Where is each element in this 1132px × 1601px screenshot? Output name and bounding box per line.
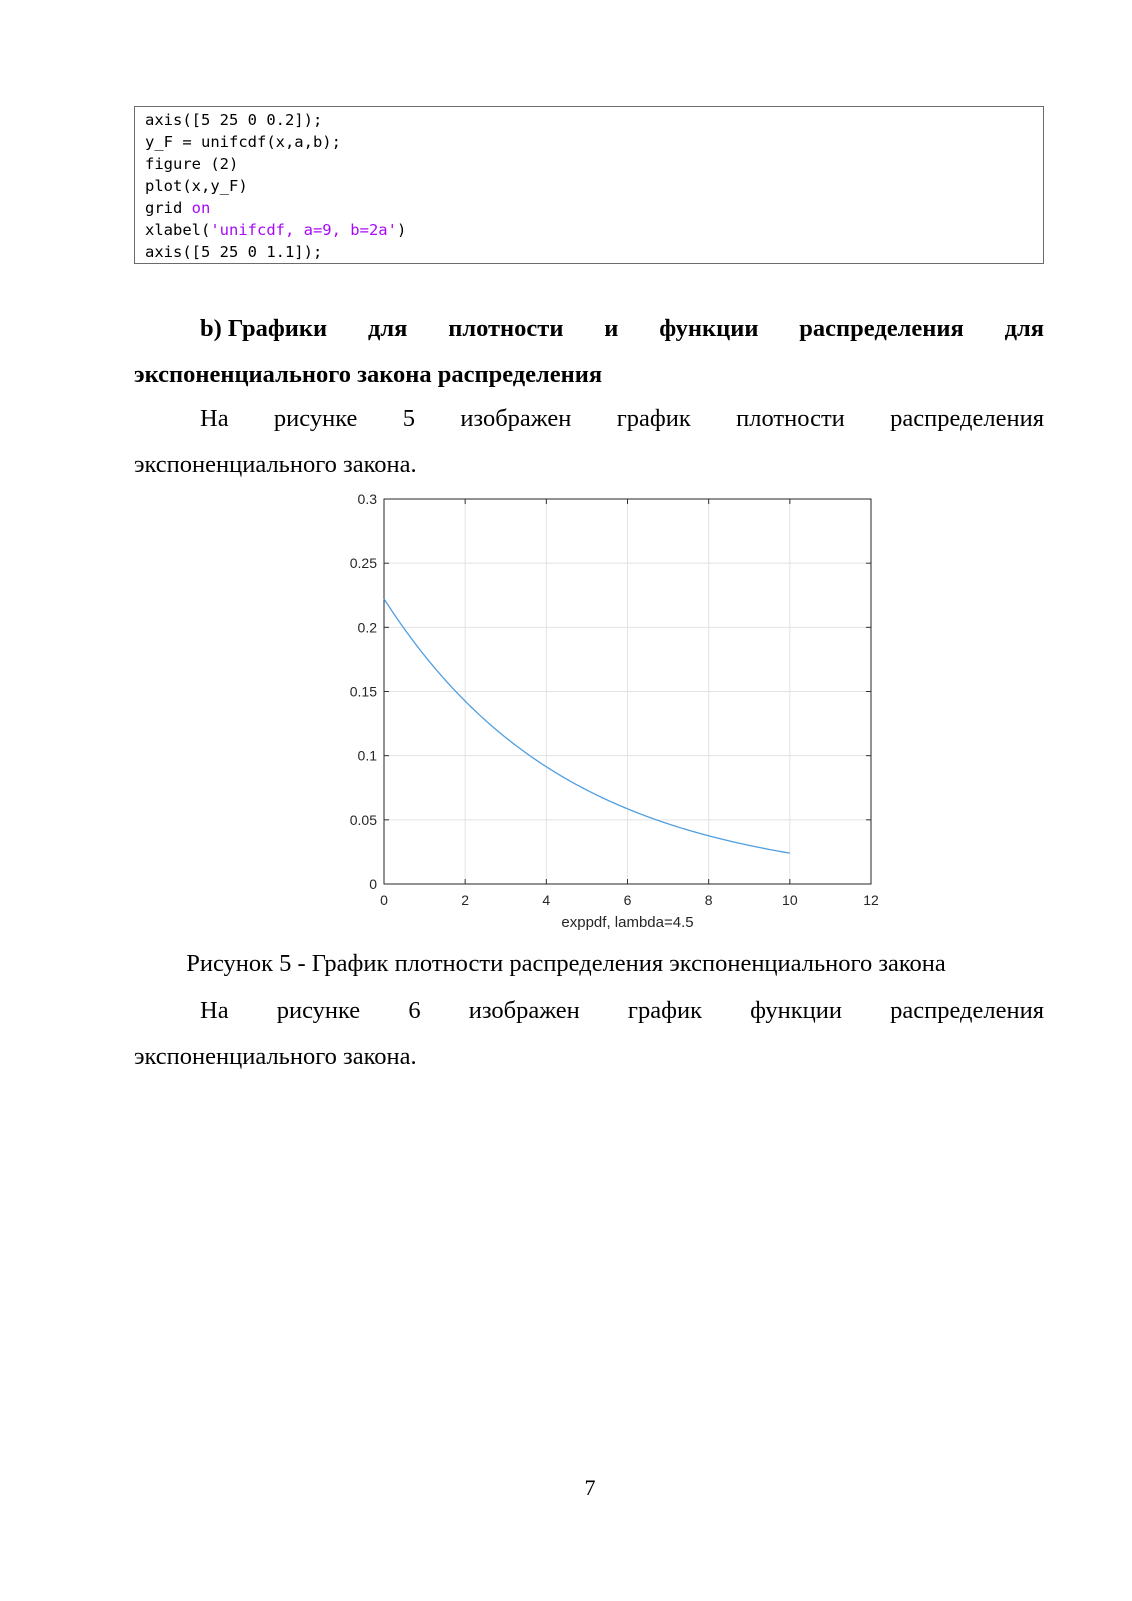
code-token: grid [145, 199, 192, 217]
y-tick-label: 0.25 [349, 555, 377, 572]
word: график [616, 405, 691, 432]
paragraph-1-line1 [134, 396, 1044, 442]
word: изображен [460, 405, 572, 432]
word: функции [750, 997, 842, 1024]
paragraph-2-line1 [134, 988, 1044, 1034]
word: распределения [890, 405, 1044, 432]
x-tick-label: 6 [623, 892, 632, 908]
x-tick-label: 12 [863, 892, 879, 908]
code-line [145, 175, 1033, 197]
figure-caption: Рисунок 5 - График плотности распределения экспоненциального закона [186, 950, 946, 977]
code-line [145, 131, 1033, 153]
x-tick-label: 10 [782, 892, 798, 908]
code-token: figure (2) [145, 155, 239, 173]
word: рисунке [273, 405, 358, 432]
code-line [145, 241, 1033, 263]
code-line [145, 109, 1033, 131]
word: b) Графики [200, 315, 328, 342]
x-tick-label: 4 [542, 892, 551, 908]
x-tick-label: 0 [380, 892, 388, 908]
exppdf-chart-svg [335, 492, 895, 942]
paragraph-2-line2: экспоненциального закона. [134, 1043, 417, 1070]
code-token: on [191, 199, 211, 217]
y-tick-label: 0.2 [357, 619, 377, 636]
section-heading-line2: экспоненциального закона распределения [134, 361, 603, 388]
word: график [627, 997, 702, 1024]
y-tick-label: 0.05 [349, 811, 377, 828]
figure-exppdf-chart [335, 492, 895, 942]
word: На [200, 405, 229, 432]
code-line [145, 219, 1033, 241]
word: распределения [799, 315, 964, 342]
code-token: 'unifcdf, a=9, b=2a' [210, 221, 397, 239]
paragraph-1-line2: экспоненциального закона. [134, 451, 417, 478]
code-token: y_F = unifcdf(x,a,b); [145, 133, 341, 151]
code-line [145, 153, 1033, 175]
x-axis-label: exppdf, lambda=4.5 [561, 914, 694, 931]
code-token: xlabel( [145, 221, 211, 239]
code-listing [134, 106, 1044, 264]
word: 5 [402, 405, 415, 432]
code-token: ) [396, 221, 407, 239]
code-line [145, 197, 1033, 219]
word: функции [659, 315, 759, 342]
word: изображен [468, 997, 580, 1024]
word: и [604, 315, 619, 342]
word: распределения [890, 997, 1044, 1024]
word: для [367, 315, 408, 342]
word: плотности [736, 405, 845, 432]
x-tick-label: 2 [461, 892, 470, 908]
code-token: axis([5 25 0 1.1]); [145, 243, 323, 261]
section-heading-line1 [134, 306, 1044, 352]
word: 6 [408, 997, 421, 1024]
code-token: axis([5 25 0 0.2]); [145, 111, 323, 129]
word: для [1004, 315, 1044, 342]
code-token: plot(x,y_F) [145, 177, 248, 195]
x-tick-label: 8 [704, 892, 713, 908]
word: На [200, 997, 229, 1024]
word: плотности [448, 315, 564, 342]
y-tick-label: 0.1 [357, 747, 377, 764]
word: рисунке [276, 997, 361, 1024]
y-tick-label: 0.15 [349, 683, 377, 700]
y-tick-label: 0 [369, 876, 377, 892]
page-number: 7 [584, 1475, 596, 1500]
y-tick-label: 0.3 [357, 492, 377, 507]
